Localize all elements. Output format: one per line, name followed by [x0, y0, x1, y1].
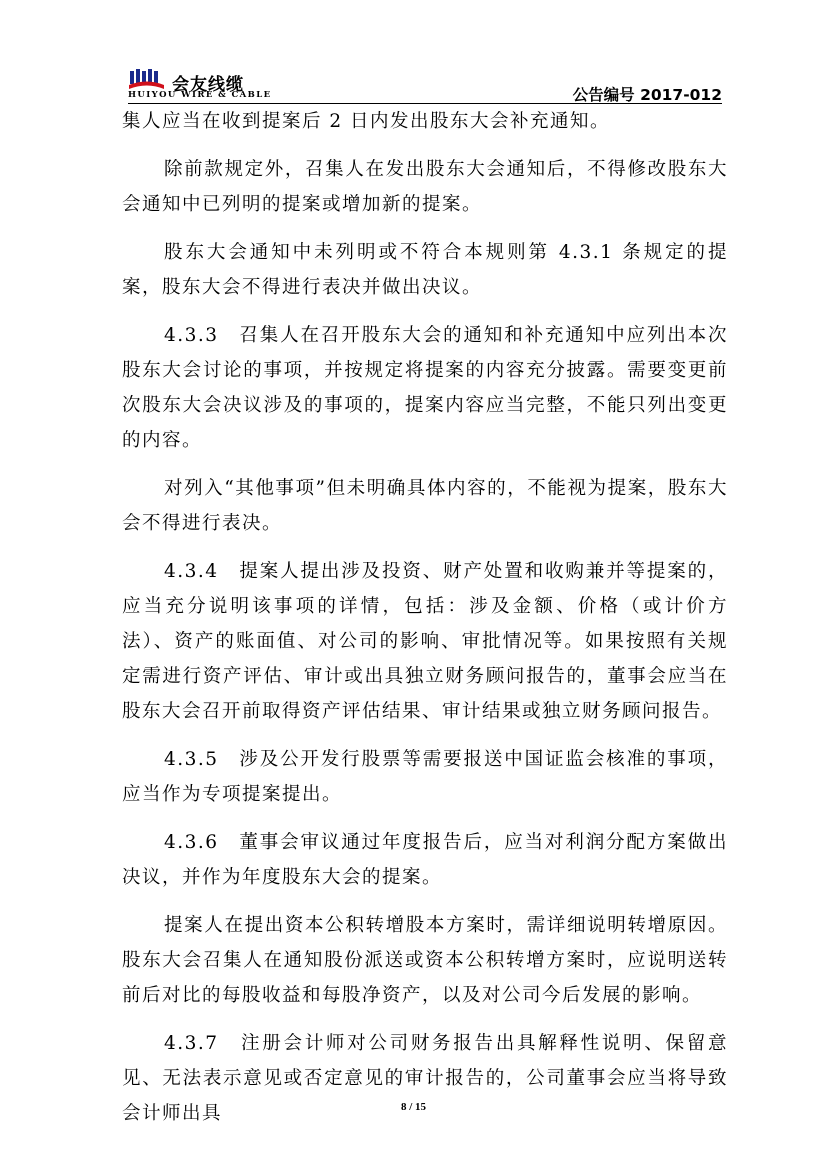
body-paragraph: 集人应当在收到提案后 2 日内发出股东大会补充通知。	[122, 111, 611, 132]
page-number: 8 / 15	[400, 1101, 427, 1113]
document-body	[122, 104, 728, 1144]
company-logo	[128, 68, 328, 100]
body-paragraph: 对列入“其他事项”但未明确具体内容的，不能视为提案，股东大会不得进行表决。	[122, 478, 728, 534]
body-paragraph: 股东大会通知中未列明或不符合本规则第 4.3.1 条规定的提案，股东大会不得进行表决并做出决议。	[122, 242, 728, 298]
body-paragraph: 4.3.3 召集人在召开股东大会的通知和补充通知中应列出本次股东大会讨论的事项，并按规定将提案的内容充分披露。需要变更前次股东大会决议涉及的事项的，提案内容应当完整，不能只列出变更的内容。	[122, 325, 728, 451]
logo-chinese-name: 会友线缆	[172, 75, 244, 95]
logo-english-name: HUIYOU WIRE & CABLE	[128, 90, 272, 100]
body-paragraph: 4.3.6 董事会审议通过年度报告后，应当对利润分配方案做出决议，并作为年度股东大会的提案。	[122, 832, 728, 888]
page-header	[128, 66, 722, 106]
body-paragraph: 除前款规定外，召集人在发出股东大会通知后，不得修改股东大会通知中已列明的提案或增加新的提案。	[122, 159, 728, 215]
body-paragraph: 4.3.4 提案人提出涉及投资、财产处置和收购兼并等提案的，应当充分说明该事项的详情，包括：涉及金额、价格（或计价方法）、资产的账面值、对公司的影响、审批情况等。如果按照有关规定需进行资产评估、审计或出具独立财务顾问报告的，董事会应当在股东大会召开前取得资产评估结果、审计结果或独立财务顾问报告。	[122, 561, 728, 722]
announcement-number: 公告编号 2017-012	[572, 86, 722, 104]
body-paragraph: 提案人在提出资本公积转增股本方案时，需详细说明转增原因。股东大会召集人在通知股份派送或资本公积转增方案时，应说明送转前后对比的每股收益和每股净资产，以及对公司今后发展的影响。	[122, 915, 728, 1006]
body-paragraph: 4.3.7 注册会计师对公司财务报告出具解释性说明、保留意见、无法表示意见或否定意见的审计报告的，公司董事会应当将导致会计师出具	[122, 1033, 728, 1124]
body-paragraph: 4.3.5 涉及公开发行股票等需要报送中国证监会核准的事项，应当作为专项提案提出。	[122, 749, 728, 805]
